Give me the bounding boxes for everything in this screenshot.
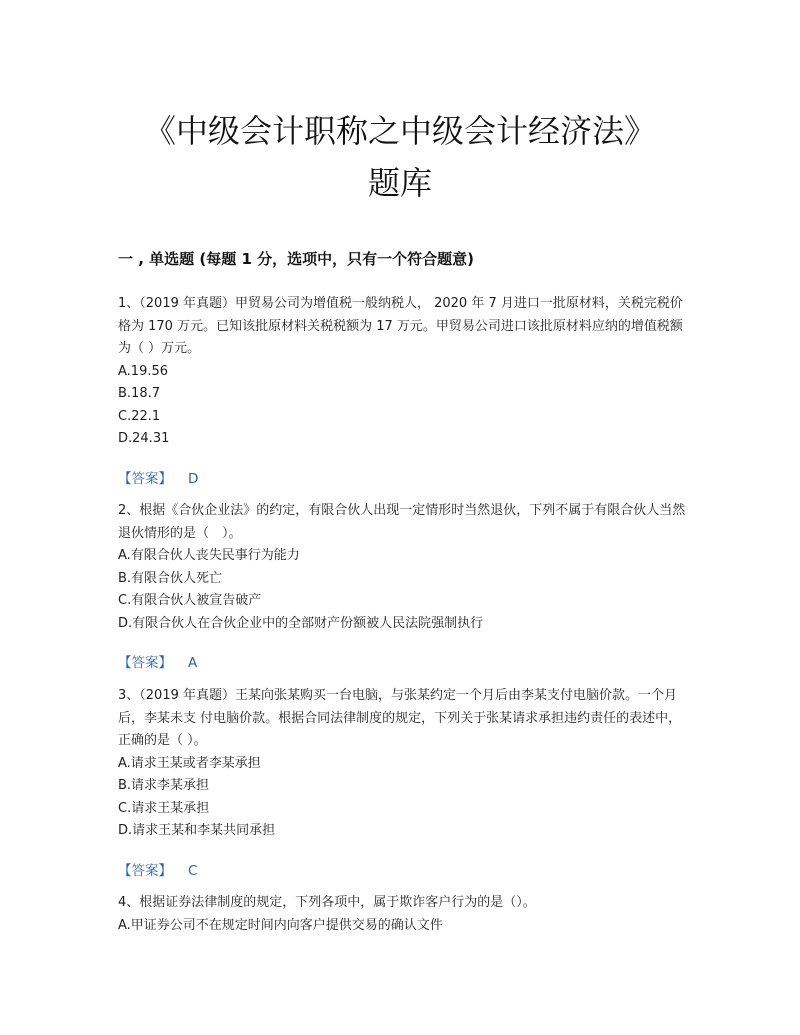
option-a: A.19.56 bbox=[118, 363, 169, 379]
option-c: C.有限合伙人被宣告破产 bbox=[118, 593, 262, 608]
question-3 bbox=[118, 685, 688, 843]
option-c: C.请求王某承担 bbox=[118, 800, 210, 816]
document-title-line2: 题库 bbox=[367, 164, 432, 202]
answer-2 bbox=[118, 651, 197, 671]
option-d: D.请求王某和李某共同承担 bbox=[118, 823, 276, 838]
question-2 bbox=[118, 500, 688, 635]
document-title: 《中级会计职称之中级会计经济法》 bbox=[143, 112, 656, 150]
answer-value: C bbox=[188, 863, 198, 879]
option-a: A.甲证券公司不在规定时间内向客户提供交易的确认文件 bbox=[118, 917, 443, 933]
answer-label: 【答案】 bbox=[118, 655, 172, 671]
question-text: 1、（2019 年真题）甲贸易公司为增值税一般纳税人， 2020 年 7 月进口一批原材料，关税完税价格为 170 万元。已知该批原材料关税税额为 17 万元。甲贸易公司进口该批原材料应纳的增值税额为（ ）万元。 bbox=[118, 296, 683, 356]
option-d: D.24.31 bbox=[118, 431, 170, 446]
option-b: B.请求李某承担 bbox=[118, 778, 210, 793]
question-text: 3、（2019 年真题）王某向张某购买一台电脑，与张某约定一个月后由李某支付电脑价款。一个月后，李某未支 付电脑价款。根据合同法律制度的规定，下列关于张某请求承担违约责任的表述中，正确的是（ ）。 bbox=[118, 688, 682, 748]
question-4 bbox=[118, 892, 688, 937]
option-b: B.有限合伙人死亡 bbox=[118, 570, 223, 586]
answer-value: A bbox=[188, 655, 198, 671]
answer-1 bbox=[118, 467, 198, 487]
answer-3 bbox=[118, 859, 197, 879]
question-1 bbox=[118, 293, 688, 451]
option-c: C.22.1 bbox=[118, 408, 161, 424]
option-d: D.有限合伙人在合伙企业中的全部财产份额被人民法院强制执行 bbox=[118, 615, 484, 631]
question-text: 4、根据证券法律制度的规定，下列各项中，属于欺诈客户行为的是（）。 bbox=[118, 895, 536, 910]
answer-label: 【答案】 bbox=[118, 471, 172, 487]
option-a: A.请求王某或者李某承担 bbox=[118, 755, 261, 771]
option-b: B.18.7 bbox=[118, 386, 160, 401]
option-a: A.有限合伙人丧失民事行为能力 bbox=[118, 548, 300, 563]
answer-value: D bbox=[188, 471, 199, 487]
question-text: 2、根据《合伙企业法》的约定，有限合伙人出现一定情形时当然退伙，下列不属于有限合伙人当然退伙情形的是（ ）。 bbox=[118, 503, 686, 541]
section-heading: 一 , 单选题 (每题 1 分，选项中，只有一个符合题意) bbox=[118, 250, 474, 268]
answer-label: 【答案】 bbox=[118, 863, 172, 879]
